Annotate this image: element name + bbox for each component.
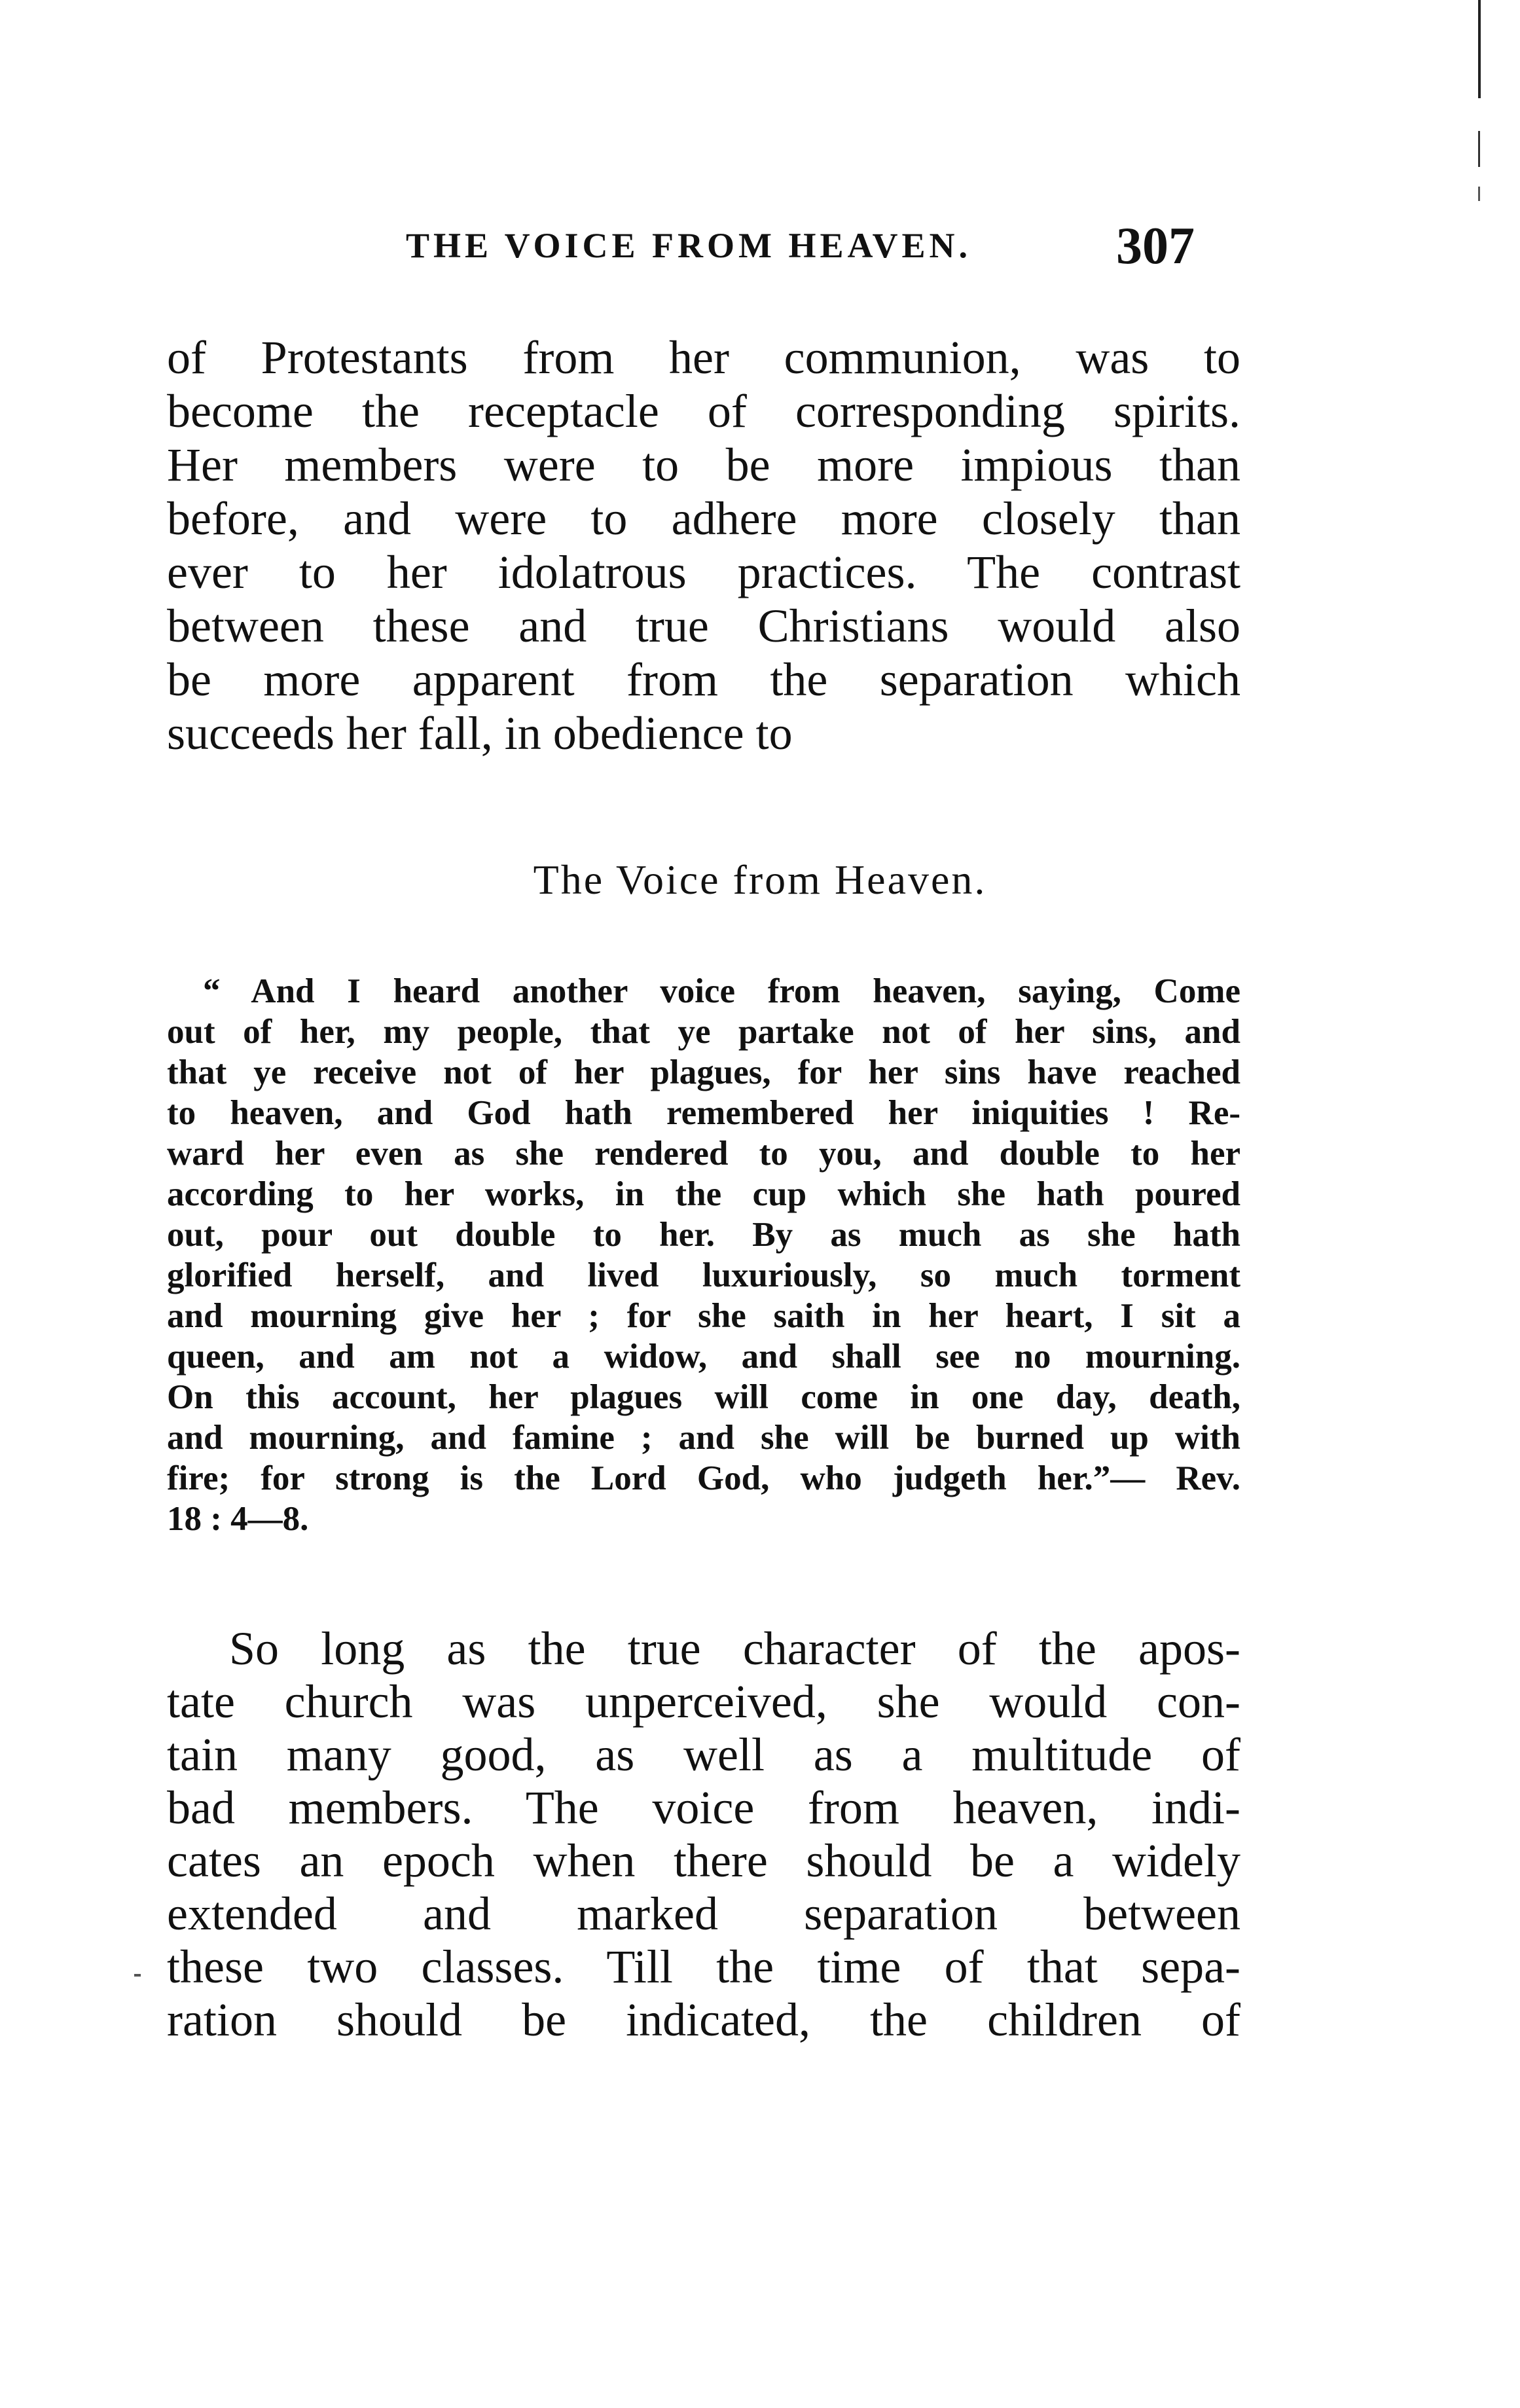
scan-edge-mark (1478, 131, 1480, 167)
text-line: ever to her idolatrous practices. The contrast (167, 546, 1240, 598)
quote-line: to heaven, and God hath remembered her iniquities ! Re- (167, 1094, 1240, 1132)
quote-line: that ye receive not of her plagues, for her sins have reached (167, 1053, 1240, 1091)
text-line: of Protestants from her communion, was to (167, 331, 1240, 384)
text-line: tate church was unperceived, she would con- (167, 1675, 1240, 1728)
quote-line: out of her, my people, that ye partake not of her sins, and (167, 1013, 1240, 1051)
quote-line: out, pour out double to her. By as much as she hath (167, 1216, 1240, 1254)
text-line: these two classes. Till the time of that sepa- (167, 1941, 1240, 1993)
text-line: ration should be indicated, the children of (167, 1994, 1240, 2046)
text-line: cates an epoch when there should be a widely (167, 1834, 1240, 1887)
text-line: succeeds her fall, in obedience to (167, 707, 793, 759)
text-line: extended and marked separation between (167, 1888, 1240, 1940)
quote-line: and mourning give her ; for she saith in her heart, I sit a (167, 1297, 1240, 1335)
quote-line: glorified herself, and lived luxuriously, so much torment (167, 1256, 1240, 1294)
text-line: between these and true Christians would also (167, 600, 1240, 652)
scan-edge-mark (1478, 187, 1480, 201)
text-line: bad members. The voice from heaven, indi- (167, 1781, 1240, 1834)
scripture-quote (167, 971, 1240, 1539)
quote-line: fire; for strong is the Lord God, who judgeth her.”— Rev. (167, 1459, 1240, 1497)
text-line: become the receptacle of corresponding spirits. (167, 385, 1240, 437)
running-head: THE VOICE FROM HEAVEN. (406, 226, 972, 265)
paragraph-1 (167, 331, 1240, 760)
text-line: Her members were to be more impious than (167, 439, 1240, 491)
page-number: 307 (1116, 217, 1195, 275)
quote-citation: 18 : 4—8. (167, 1500, 309, 1538)
text-line: be more apparent from the separation which (167, 653, 1240, 706)
text-line: tain many good, as well as a multitude of (167, 1728, 1240, 1781)
quote-line: ward her even as she rendered to you, and double to her (167, 1135, 1240, 1173)
quote-line: “ And I heard another voice from heaven, saying, Come (203, 972, 1240, 1010)
quote-line: and mourning, and famine ; and she will be burned up with (167, 1419, 1240, 1457)
quote-line: On this account, her plagues will come in one day, death, (167, 1378, 1240, 1416)
scan-edge-mark (1478, 0, 1481, 98)
section-heading: The Voice from Heaven. (533, 856, 987, 903)
text-line: So long as the true character of the apos- (229, 1622, 1240, 1675)
quote-line: according to her works, in the cup which she hath poured (167, 1175, 1240, 1213)
scan-stray-mark (134, 1974, 141, 1977)
text-line: before, and were to adhere more closely than (167, 492, 1240, 545)
paragraph-2 (167, 1622, 1240, 2047)
quote-line: queen, and am not a widow, and shall see no mourning. (167, 1338, 1240, 1376)
